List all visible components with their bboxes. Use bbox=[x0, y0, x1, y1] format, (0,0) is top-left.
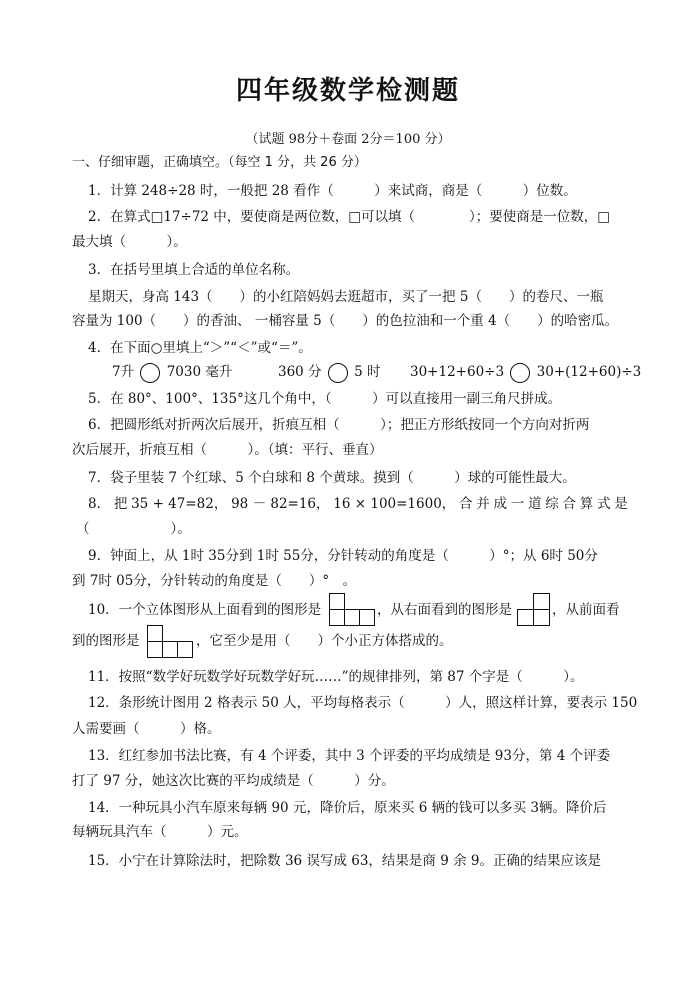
question-6-line-2: 次后展开，折痕互相（ ）。（填：平行、垂直） bbox=[72, 442, 383, 458]
q8-part: 35 + 47=82， bbox=[131, 496, 228, 512]
compare-right: 7030 毫升 bbox=[166, 364, 233, 380]
question-13-line-1: 13．红红参加书法比赛，有 4 个评委，其中 3 个评委的平均成绩是 93分，第 4 个评委 bbox=[88, 748, 611, 764]
q10-text-4: 到的图形是 bbox=[72, 633, 140, 649]
q8-part: 合 bbox=[562, 496, 577, 512]
q10-text-2: ，从右面看到的图形是 bbox=[377, 602, 512, 618]
compare-item-3 bbox=[410, 362, 641, 383]
compare-item-2 bbox=[278, 362, 381, 383]
question-8-line-1 bbox=[88, 494, 628, 514]
compare-left: 30+12+60÷3 bbox=[410, 364, 505, 380]
question-3-line-1: 星期天，身高 143（ ）的小红陪妈妈去逛超市，买了一把 5（ ）的卷尺、一瓶 bbox=[88, 289, 604, 305]
page-title: 四年级数学检测题 bbox=[235, 76, 460, 106]
q8-part: 一 bbox=[510, 496, 525, 512]
compare-right: 5 时 bbox=[354, 364, 381, 380]
question-2-line-1: 2．在算式□17÷72 中，要使商是两位数，□可以填（ ）；要使商是一位数，□ bbox=[88, 209, 611, 225]
q8-part: 算 bbox=[579, 496, 594, 512]
top-view-figure bbox=[329, 593, 375, 627]
question-3: 3．在括号里填上合适的单位名称。 bbox=[88, 262, 300, 278]
q8-part: 式 bbox=[597, 496, 611, 512]
question-12-line-1: 12．条形统计图用 2 格表示 50 人，平均每格表示（ ）人，照这样计算，要表示 150 bbox=[88, 695, 638, 711]
question-13-line-2: 打了 97 分，她这次比赛的平均成绩是（ ）分。 bbox=[72, 773, 395, 789]
compare-circle-blank[interactable] bbox=[140, 363, 160, 383]
q8-part: 合 bbox=[459, 496, 473, 512]
question-15: 15．小宁在计算除法时，把除数 36 误写成 63，结果是商 9 余 9。正确的结果应该是 bbox=[88, 853, 601, 869]
question-14-line-2: 每辆玩具汽车（ ）元。 bbox=[72, 824, 248, 840]
question-9-line-1: 9．钟面上，从 1时 35分到 1时 55分，分针转动的角度是（ ）°；从 6时 50分 bbox=[88, 548, 598, 564]
question-14-line-1: 14．一种玩具小汽车原来每辆 90 元，降价后，原来买 6 辆的钱可以多买 3辆。降价后 bbox=[88, 800, 607, 816]
compare-item-1 bbox=[112, 362, 232, 383]
question-6-line-1: 6．把圆形纸对折两次后展开，折痕互相（ ）；把正方形纸按同一个方向对折两 bbox=[88, 417, 590, 433]
question-5: 5．在 80°、100°、135°这几个角中，（ ）可以直接用一副三角尺拼成。 bbox=[88, 391, 562, 407]
question-11: 11．按照“数学好玩数学好玩数学好玩……”的规律排列，第 87 个字是（ ）。 bbox=[88, 669, 584, 685]
compare-circle-blank[interactable] bbox=[510, 363, 530, 383]
q10-text: 10．一个立体图形从上面看到的图形是 bbox=[88, 602, 322, 618]
q8-part: 8． bbox=[88, 496, 111, 512]
q8-part: 16 × 100=1600， bbox=[333, 496, 456, 512]
compare-left: 7升 bbox=[112, 364, 135, 380]
q10-text-3: ，从前面看 bbox=[552, 602, 620, 618]
compare-circle-blank[interactable] bbox=[328, 363, 348, 383]
question-7: 7．袋子里装 7 个红球、5 个白球和 8 个黄球。摸到（ ）球的可能性最大。 bbox=[88, 470, 576, 486]
question-2-line-2: 最大填（ ）。 bbox=[72, 234, 187, 250]
q10-text-5: ，它至少是用（ ）个小正方体搭成的。 bbox=[196, 633, 453, 649]
question-8-line-2: （ ）。 bbox=[76, 521, 191, 537]
compare-left: 360 分 bbox=[278, 364, 322, 380]
question-3-line-2: 容量为 100（ ）的香油、 一桶容量 5（ ）的色拉油和一个重 4（ ）的哈密瓜。 bbox=[72, 313, 619, 329]
question-10-line-1 bbox=[88, 600, 321, 620]
compare-right: 30+(12+60)÷3 bbox=[536, 364, 642, 380]
q8-part: 是 bbox=[614, 496, 628, 512]
right-view-figure bbox=[517, 593, 550, 627]
q8-part: 并 bbox=[476, 496, 490, 512]
score-note: （试题 98分＋卷面 2分＝100 分） bbox=[245, 132, 451, 147]
q8-part: 成 bbox=[493, 496, 508, 512]
section-heading: 一、仔细审题，正确填空。（每空 1 分，共 26 分） bbox=[72, 155, 367, 170]
q8-part: 98 － 82=16， bbox=[231, 496, 330, 512]
question-12-line-2: 人需要画（ ）格。 bbox=[72, 721, 221, 737]
q8-part: 道 bbox=[528, 496, 542, 512]
question-4: 4．在下面○里填上“＞”“＜”或“＝”。 bbox=[88, 340, 312, 356]
question-1: 1．计算 248÷28 时，一般把 28 看作（ ）来试商，商是（ ）位数。 bbox=[88, 183, 577, 199]
front-view-figure bbox=[147, 625, 193, 659]
q8-part: 把 bbox=[113, 496, 128, 512]
q8-part: 综 bbox=[545, 496, 559, 512]
question-9-line-2: 到 7时 05分，分针转动的角度是（ ）° 。 bbox=[72, 573, 357, 589]
